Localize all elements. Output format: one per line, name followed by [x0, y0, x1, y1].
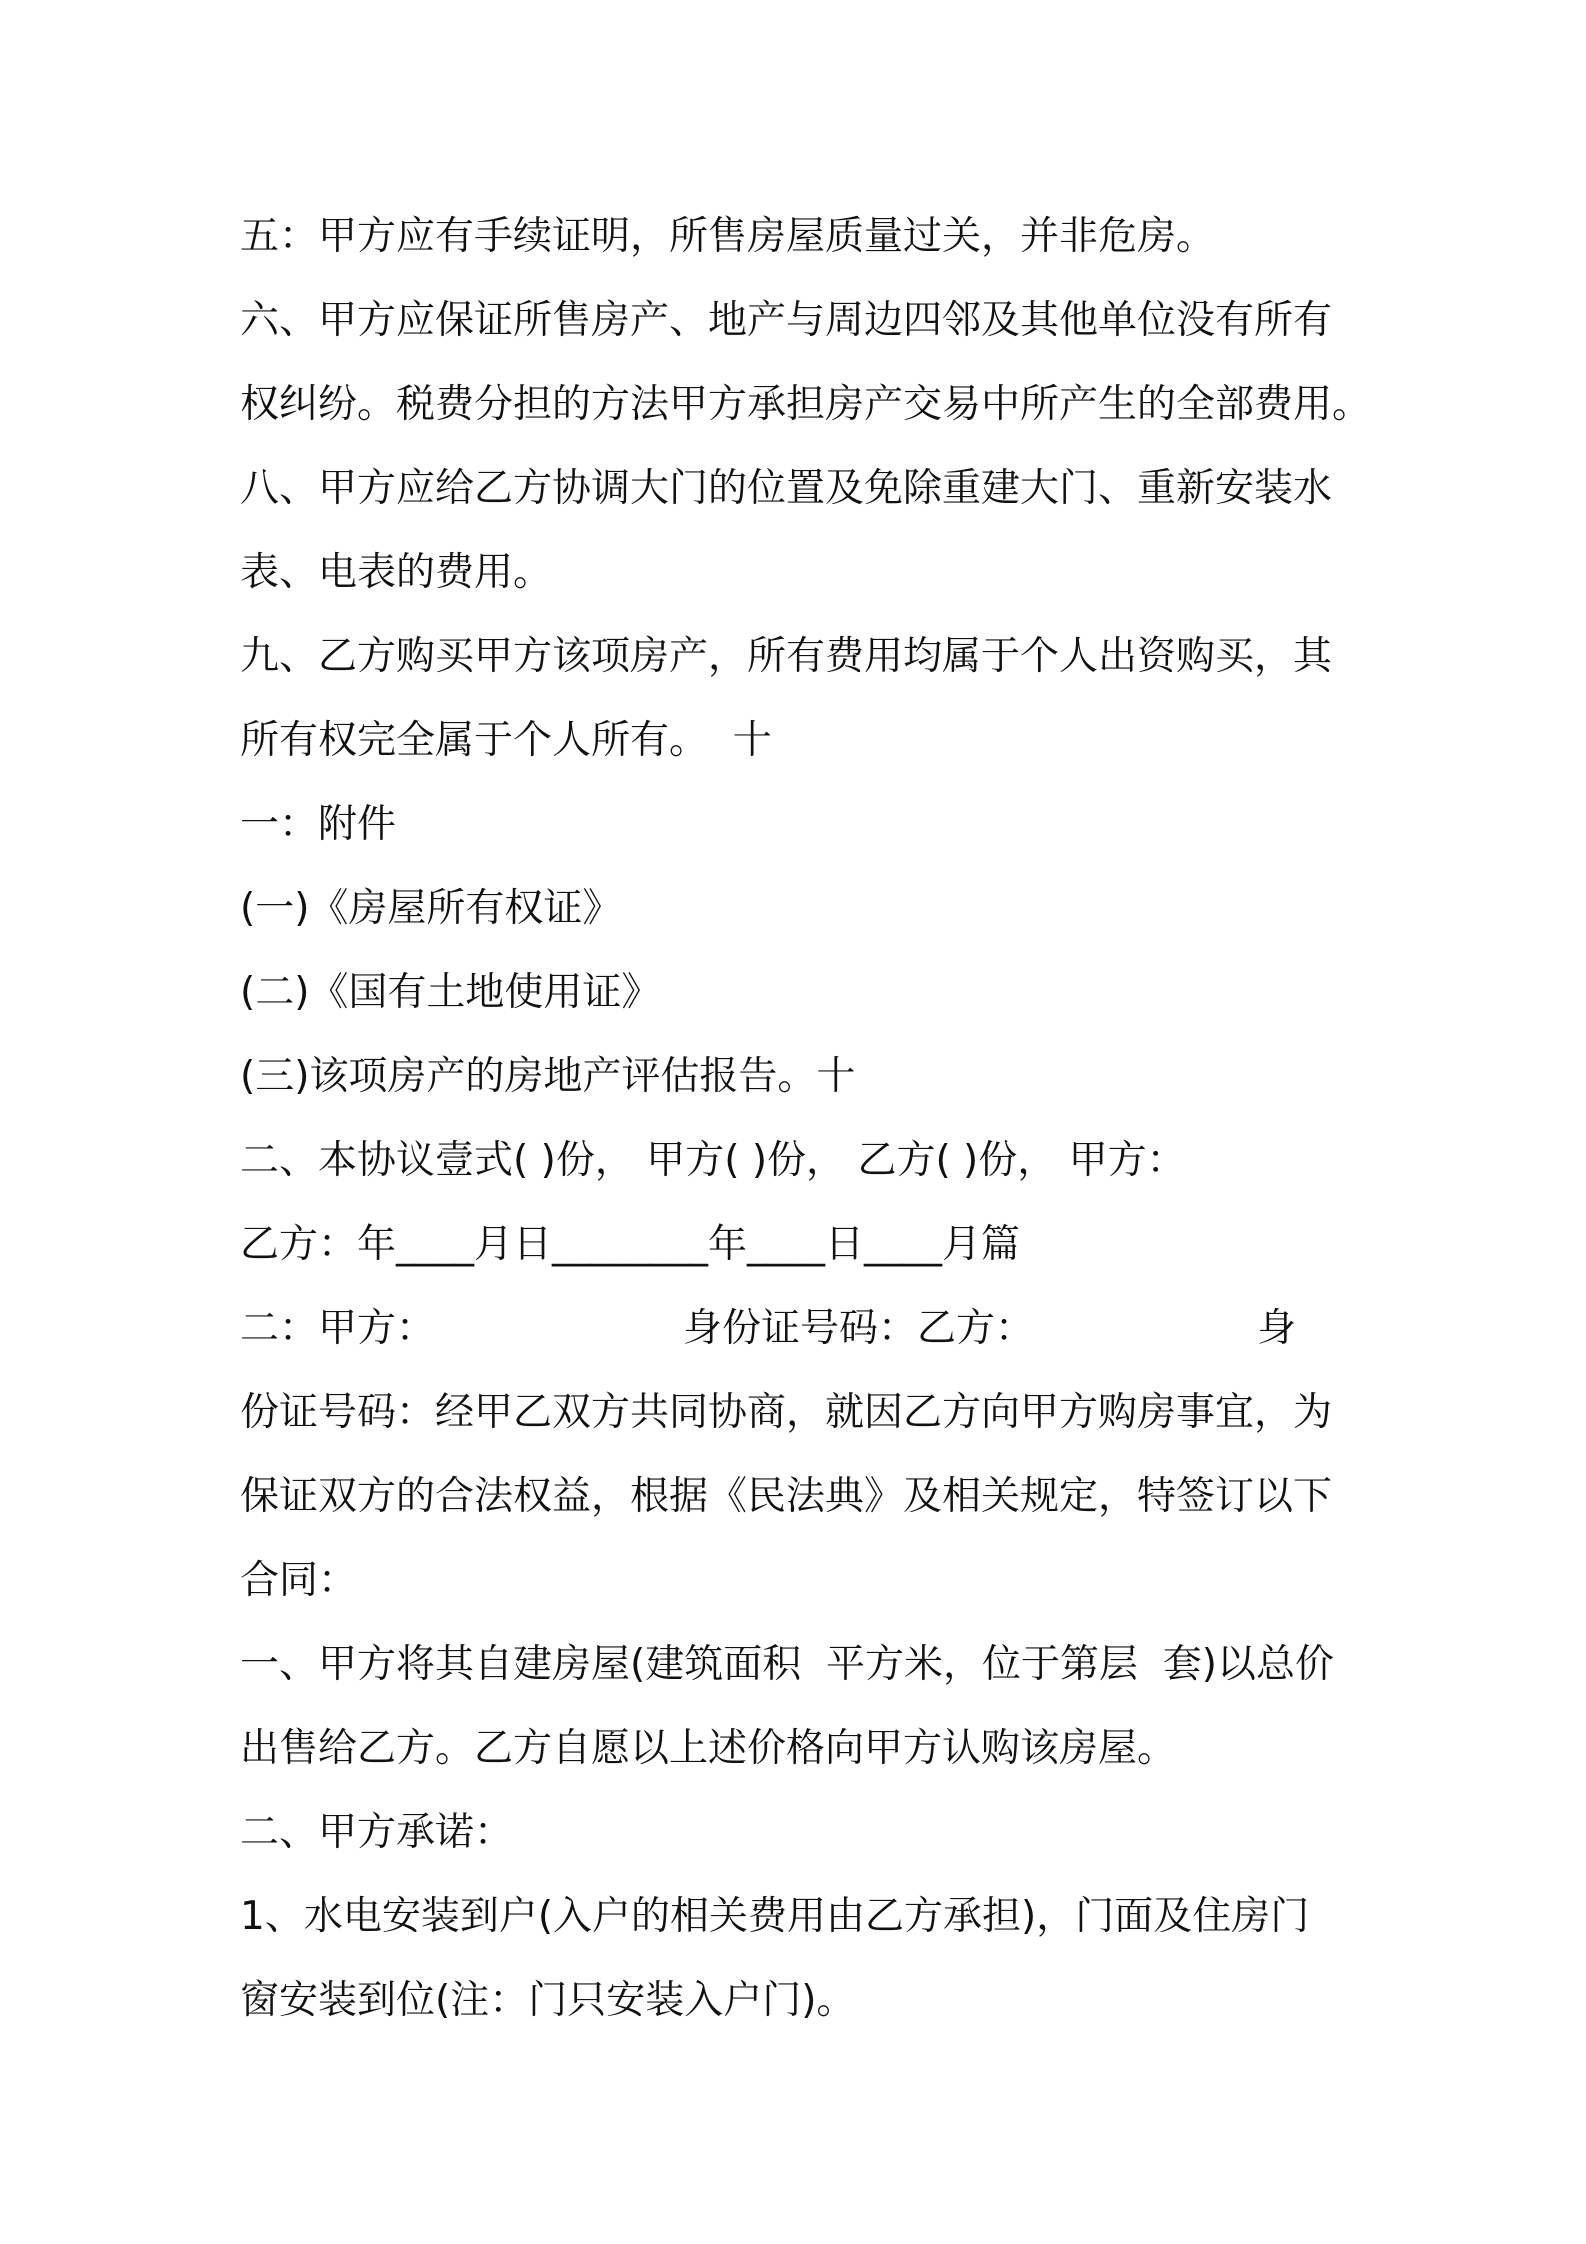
party-id-line: 二：甲方： 身份证号码：乙方： 身	[240, 1306, 1297, 1351]
article-two-heading: 二、甲方承诺：	[240, 1810, 514, 1855]
attachment-1: (一)《房屋所有权证》	[240, 886, 622, 931]
preamble-line-2: 保证双方的合法权益，根据《民法典》及相关规定，特签订以下	[240, 1474, 1333, 1519]
attachments-heading: 一：附件	[240, 802, 397, 847]
attachment-2: (二)《国有土地使用证》	[240, 970, 661, 1015]
clause-five: 五：甲方应有手续证明，所售房屋质量过关，并非危房。	[240, 214, 1216, 259]
preamble-line-3: 合同：	[240, 1558, 358, 1603]
clause-eight-line-2: 表、电表的费用。	[240, 550, 553, 595]
signature-date-line: 乙方：年____月日________年____日____月篇	[240, 1222, 1021, 1267]
preamble-line-1: 份证号码：经甲乙双方共同协商，就因乙方向甲方购房事宜，为	[240, 1390, 1333, 1435]
attachment-3: (三)该项房产的房地产评估报告。十	[240, 1054, 856, 1099]
document-body	[240, 195, 1370, 2043]
clause-nine-line-2: 所有权完全属于个人所有。 十	[240, 718, 772, 763]
article-two-item-1-line-2: 窗安装到位(注：门只安装入户门)。	[240, 1978, 856, 2023]
clause-nine-line-1: 九、乙方购买甲方该项房产，所有费用均属于个人出资购买，其	[240, 634, 1333, 679]
article-one-line-2: 出售给乙方。乙方自愿以上述价格向甲方认购该房屋。	[240, 1726, 1177, 1771]
article-two-item-1-line-1: 1、水电安装到户(入户的相关费用由乙方承担)，门面及住房门	[240, 1894, 1310, 1939]
article-one-line-1: 一、甲方将其自建房屋(建筑面积 平方米，位于第层 套)以总价	[240, 1642, 1335, 1687]
clause-six-line-2: 权纠纷。税费分担的方法甲方承担房产交易中所产生的全部费用。	[240, 382, 1372, 427]
copies-clause: 二、本协议壹式( )份， 甲方( )份， 乙方( )份， 甲方：	[240, 1138, 1186, 1183]
clause-eight-line-1: 八、甲方应给乙方协调大门的位置及免除重建大门、重新安装水	[240, 466, 1333, 511]
clause-six-line-1: 六、甲方应保证所售房产、地产与周边四邻及其他单位没有所有	[240, 298, 1333, 343]
